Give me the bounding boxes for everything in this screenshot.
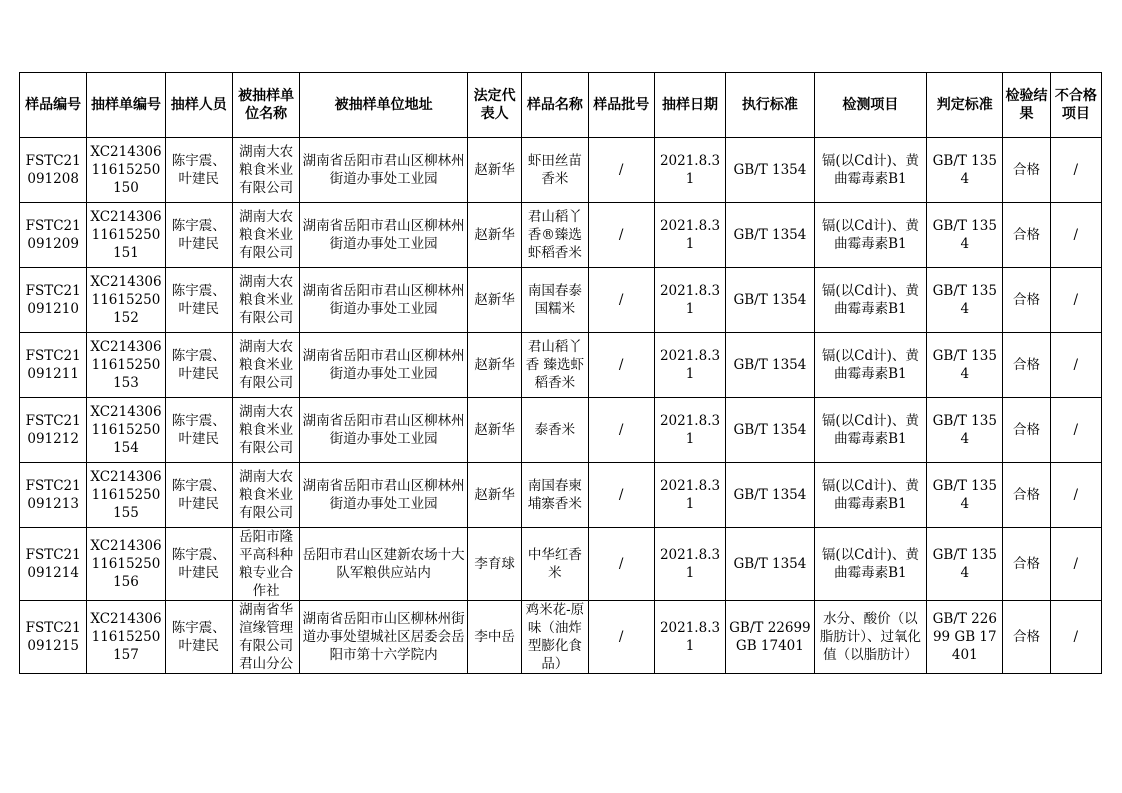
unit-name-cell: 湖南大农粮食米业有限公司 xyxy=(232,398,299,463)
table-row xyxy=(20,138,1102,203)
sample-name-cell: 泰香米 xyxy=(522,398,588,463)
batch-no-cell: / xyxy=(588,528,654,601)
sheet-no-cell: XC21430611615250150 xyxy=(87,138,165,203)
fail-items-cell: / xyxy=(1050,333,1101,398)
header-cell: 判定标准 xyxy=(927,73,1003,138)
batch-no-cell: / xyxy=(588,203,654,268)
fail-items-cell: / xyxy=(1050,203,1101,268)
sheet-no-cell: XC21430611615250152 xyxy=(87,268,165,333)
unit-address-cell: 湖南省岳阳市君山区柳林州街道办事处工业园 xyxy=(300,203,468,268)
sample-no-cell: FSTC21091209 xyxy=(20,203,87,268)
judge-standard-cell: GB/T 1354 xyxy=(927,268,1003,333)
unit-name-cell: 湖南大农粮食米业有限公司 xyxy=(232,333,299,398)
table-row xyxy=(20,203,1102,268)
samplers-cell: 陈宇震、叶建民 xyxy=(165,203,232,268)
sampling-date-cell: 2021.8.31 xyxy=(654,138,725,203)
samplers-cell: 陈宇震、叶建民 xyxy=(165,268,232,333)
report-sheet xyxy=(19,72,1102,674)
header-cell: 法定代表人 xyxy=(468,73,522,138)
header-cell: 样品批号 xyxy=(588,73,654,138)
legal-rep-cell: 赵新华 xyxy=(468,333,522,398)
result-cell: 合格 xyxy=(1003,398,1050,463)
header-cell: 抽样日期 xyxy=(654,73,725,138)
sampling-date-cell: 2021.8.31 xyxy=(654,398,725,463)
test-items-cell: 镉(以Cd计)、黄曲霉毒素B1 xyxy=(814,138,927,203)
header-cell: 样品名称 xyxy=(522,73,588,138)
table-row xyxy=(20,333,1102,398)
judge-standard-cell: GB/T 1354 xyxy=(927,138,1003,203)
test-items-cell: 镉(以Cd计)、黄曲霉毒素B1 xyxy=(814,203,927,268)
result-cell: 合格 xyxy=(1003,268,1050,333)
header-cell: 不合格项目 xyxy=(1050,73,1101,138)
sheet-no-cell: XC21430611615250153 xyxy=(87,333,165,398)
fail-items-cell: / xyxy=(1050,463,1101,528)
sampling-results-table xyxy=(19,72,1102,674)
sample-no-cell: FSTC21091214 xyxy=(20,528,87,601)
table-row xyxy=(20,463,1102,528)
sheet-no-cell: XC21430611615250155 xyxy=(87,463,165,528)
batch-no-cell: / xyxy=(588,398,654,463)
samplers-cell: 陈宇震、叶建民 xyxy=(165,463,232,528)
unit-name-cell: 湖南大农粮食米业有限公司 xyxy=(232,138,299,203)
batch-no-cell: / xyxy=(588,138,654,203)
test-items-cell: 镉(以Cd计)、黄曲霉毒素B1 xyxy=(814,528,927,601)
batch-no-cell: / xyxy=(588,268,654,333)
exec-standard-cell: GB/T 1354 xyxy=(726,203,814,268)
result-cell: 合格 xyxy=(1003,463,1050,528)
table-row xyxy=(20,268,1102,333)
table-row xyxy=(20,398,1102,463)
sample-no-cell: FSTC21091215 xyxy=(20,601,87,674)
header-cell: 被抽样单位地址 xyxy=(300,73,468,138)
sheet-no-cell: XC21430611615250151 xyxy=(87,203,165,268)
exec-standard-cell: GB/T 1354 xyxy=(726,528,814,601)
judge-standard-cell: GB/T 1354 xyxy=(927,463,1003,528)
header-cell: 检测项目 xyxy=(814,73,927,138)
exec-standard-cell: GB/T 22699 GB 17401 xyxy=(726,601,814,674)
legal-rep-cell: 赵新华 xyxy=(468,268,522,333)
sample-no-cell: FSTC21091211 xyxy=(20,333,87,398)
judge-standard-cell: GB/T 1354 xyxy=(927,528,1003,601)
exec-standard-cell: GB/T 1354 xyxy=(726,138,814,203)
sample-name-cell: 君山稻丫香®臻选虾稻香米 xyxy=(522,203,588,268)
legal-rep-cell: 赵新华 xyxy=(468,398,522,463)
sampling-date-cell: 2021.8.31 xyxy=(654,333,725,398)
fail-items-cell: / xyxy=(1050,138,1101,203)
test-items-cell: 镉(以Cd计)、黄曲霉毒素B1 xyxy=(814,268,927,333)
legal-rep-cell: 李育球 xyxy=(468,528,522,601)
samplers-cell: 陈宇震、叶建民 xyxy=(165,333,232,398)
header-cell: 检验结果 xyxy=(1003,73,1050,138)
sample-name-cell: 君山稻丫香 臻选虾稻香米 xyxy=(522,333,588,398)
legal-rep-cell: 赵新华 xyxy=(468,203,522,268)
result-cell: 合格 xyxy=(1003,138,1050,203)
sample-no-cell: FSTC21091208 xyxy=(20,138,87,203)
samplers-cell: 陈宇震、叶建民 xyxy=(165,528,232,601)
sheet-no-cell: XC21430611615250157 xyxy=(87,601,165,674)
samplers-cell: 陈宇震、叶建民 xyxy=(165,138,232,203)
test-items-cell: 镉(以Cd计)、黄曲霉毒素B1 xyxy=(814,398,927,463)
judge-standard-cell: GB/T 1354 xyxy=(927,203,1003,268)
header-cell: 被抽样单位名称 xyxy=(232,73,299,138)
sample-no-cell: FSTC21091213 xyxy=(20,463,87,528)
batch-no-cell: / xyxy=(588,601,654,674)
sampling-date-cell: 2021.8.31 xyxy=(654,203,725,268)
fail-items-cell: / xyxy=(1050,601,1101,674)
header-cell: 抽样人员 xyxy=(165,73,232,138)
sampling-date-cell: 2021.8.31 xyxy=(654,268,725,333)
table-row xyxy=(20,601,1102,674)
fail-items-cell: / xyxy=(1050,528,1101,601)
result-cell: 合格 xyxy=(1003,601,1050,674)
unit-name-cell: 岳阳市隆平高科种粮专业合作社 xyxy=(232,528,299,601)
unit-address-cell: 湖南省岳阳市君山区柳林州街道办事处工业园 xyxy=(300,398,468,463)
fail-items-cell: / xyxy=(1050,268,1101,333)
result-cell: 合格 xyxy=(1003,528,1050,601)
samplers-cell: 陈宇震、叶建民 xyxy=(165,398,232,463)
sample-name-cell: 南国春柬埔寨香米 xyxy=(522,463,588,528)
unit-address-cell: 湖南省岳阳市君山区柳林州街道办事处工业园 xyxy=(300,333,468,398)
test-items-cell: 水分、酸价（以脂肪计）、过氧化值（以脂肪计） xyxy=(814,601,927,674)
sample-no-cell: FSTC21091210 xyxy=(20,268,87,333)
unit-name-cell: 湖南大农粮食米业有限公司 xyxy=(232,203,299,268)
header-row xyxy=(20,73,1102,138)
test-items-cell: 镉(以Cd计)、黄曲霉毒素B1 xyxy=(814,463,927,528)
header-cell: 样品编号 xyxy=(20,73,87,138)
unit-address-cell: 湖南省岳阳市君山区柳林州街道办事处工业园 xyxy=(300,268,468,333)
sheet-no-cell: XC21430611615250156 xyxy=(87,528,165,601)
judge-standard-cell: GB/T 1354 xyxy=(927,333,1003,398)
table-body xyxy=(20,138,1102,674)
fail-items-cell: / xyxy=(1050,398,1101,463)
unit-address-cell: 岳阳市君山区建新农场十大队军粮供应站内 xyxy=(300,528,468,601)
sampling-date-cell: 2021.8.31 xyxy=(654,601,725,674)
exec-standard-cell: GB/T 1354 xyxy=(726,463,814,528)
legal-rep-cell: 赵新华 xyxy=(468,138,522,203)
sample-name-cell: 南国春泰国糯米 xyxy=(522,268,588,333)
sample-name-cell: 中华红香米 xyxy=(522,528,588,601)
table-row xyxy=(20,528,1102,601)
sampling-date-cell: 2021.8.31 xyxy=(654,528,725,601)
sampling-date-cell: 2021.8.31 xyxy=(654,463,725,528)
header-cell: 抽样单编号 xyxy=(87,73,165,138)
unit-address-cell: 湖南省岳阳市君山区柳林州街道办事处工业园 xyxy=(300,463,468,528)
exec-standard-cell: GB/T 1354 xyxy=(726,268,814,333)
unit-name-cell: 湖南大农粮食米业有限公司 xyxy=(232,463,299,528)
sample-no-cell: FSTC21091212 xyxy=(20,398,87,463)
judge-standard-cell: GB/T 22699 GB 17401 xyxy=(927,601,1003,674)
unit-name-cell: 湖南省华渲缘管理有限公司君山分公 xyxy=(232,601,299,674)
exec-standard-cell: GB/T 1354 xyxy=(726,398,814,463)
sheet-no-cell: XC21430611615250154 xyxy=(87,398,165,463)
header-cell: 执行标准 xyxy=(726,73,814,138)
unit-address-cell: 湖南省岳阳市山区柳林州街道办事处望城社区居委会岳阳市第十六学院内 xyxy=(300,601,468,674)
test-items-cell: 镉(以Cd计)、黄曲霉毒素B1 xyxy=(814,333,927,398)
batch-no-cell: / xyxy=(588,463,654,528)
samplers-cell: 陈宇震、叶建民 xyxy=(165,601,232,674)
judge-standard-cell: GB/T 1354 xyxy=(927,398,1003,463)
result-cell: 合格 xyxy=(1003,203,1050,268)
batch-no-cell: / xyxy=(588,333,654,398)
result-cell: 合格 xyxy=(1003,333,1050,398)
legal-rep-cell: 赵新华 xyxy=(468,463,522,528)
legal-rep-cell: 李中岳 xyxy=(468,601,522,674)
sample-name-cell: 鸡米花-原味（油炸型膨化食品） xyxy=(522,601,588,674)
unit-address-cell: 湖南省岳阳市君山区柳林州街道办事处工业园 xyxy=(300,138,468,203)
sample-name-cell: 虾田丝苗香米 xyxy=(522,138,588,203)
unit-name-cell: 湖南大农粮食米业有限公司 xyxy=(232,268,299,333)
exec-standard-cell: GB/T 1354 xyxy=(726,333,814,398)
